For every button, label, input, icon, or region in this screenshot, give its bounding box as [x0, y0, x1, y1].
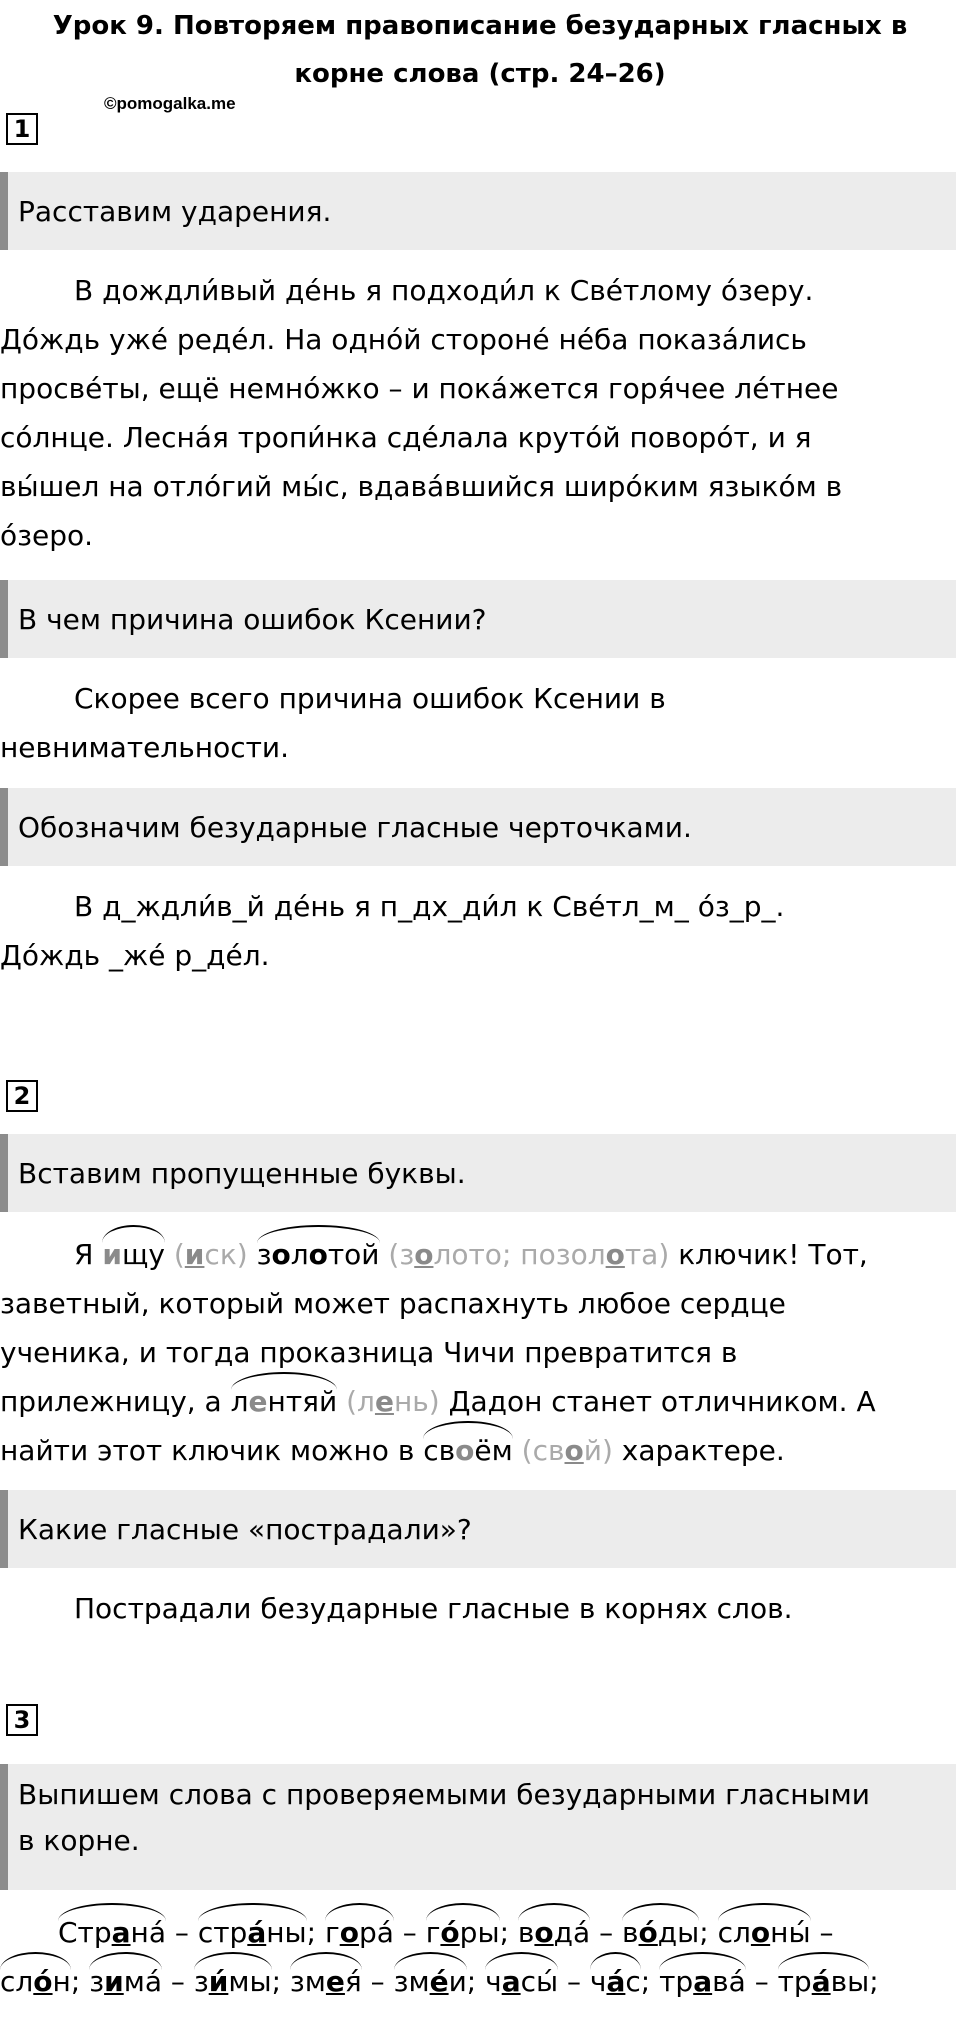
task2-answer-1 — [0, 1230, 952, 1475]
dash: – — [745, 1965, 778, 1998]
root-word — [485, 1957, 558, 2006]
vowel: а́ — [811, 1965, 831, 1998]
question-text — [18, 1772, 870, 1864]
dash: – — [162, 1965, 194, 1998]
answer-line: просве́ты, ещё немно́жко – и пока́жется горя́чее ле́тнее — [0, 372, 839, 405]
check-hint-1 — [174, 1238, 248, 1271]
root-word — [325, 1908, 394, 1957]
vowel: о — [339, 1916, 359, 1949]
task1-question-1 — [0, 172, 956, 250]
word-rest: щу — [122, 1238, 165, 1271]
root-word — [778, 1957, 870, 2006]
vowel: и — [102, 1238, 122, 1271]
vowel: о — [534, 1916, 554, 1949]
task2-answer-2 — [0, 1584, 952, 1633]
root-word-zolotoy — [257, 1238, 380, 1271]
lesson-title — [0, 2, 960, 98]
check-hint-2 — [388, 1238, 669, 1271]
vowel: е — [248, 1385, 268, 1418]
hint-text: й) — [583, 1434, 613, 1467]
answer-line: о́зеро. — [0, 519, 94, 552]
hint-text: ( — [173, 1238, 185, 1271]
letter: ч — [589, 1965, 607, 1998]
question-line: Выпишем слова с проверяемыми безударными гласными — [18, 1778, 870, 1811]
answer-line: До́ждь _же́ р_де́л. — [0, 939, 270, 972]
root-word — [58, 1908, 166, 1957]
task2-question-1 — [0, 1134, 956, 1212]
answer-line: невнимательности. — [0, 731, 289, 764]
vowel: о́ — [33, 1965, 53, 1998]
title-line-1: Урок 9. Повторяем правописание безударных гласных в — [52, 11, 908, 41]
word-rest: ра́ — [358, 1916, 394, 1949]
root-word — [718, 1908, 811, 1957]
root-word-svoyom — [423, 1426, 513, 1475]
dash: – — [393, 1916, 426, 1949]
vowel: а́ — [606, 1965, 626, 1998]
letter: з — [256, 1238, 272, 1271]
vowel: е — [325, 1965, 345, 1998]
question-text: Вставим пропущенные буквы. — [18, 1156, 466, 1190]
answer-line: Скорее всего причина ошибок Ксении в — [74, 682, 666, 715]
separator: ; — [640, 1965, 660, 1998]
letter: з — [193, 1965, 209, 1998]
root-word — [89, 1957, 162, 2006]
question-text: Какие гласные «пострадали»? — [18, 1512, 472, 1546]
word-rest: с — [625, 1965, 641, 1998]
root-word-ishchu — [102, 1230, 165, 1279]
separator: ; — [869, 1965, 879, 1998]
title-line-2: корне слова (стр. 24–26) — [294, 59, 666, 89]
root-word — [394, 1957, 467, 2006]
task1-answer-2 — [0, 674, 952, 772]
word-pairs-line-2 — [0, 1965, 879, 1998]
word-rest: ны́ — [770, 1916, 811, 1949]
root-word — [622, 1908, 699, 1957]
root-word-lentyay — [231, 1377, 338, 1426]
hint-text: ск) — [204, 1238, 248, 1271]
letter: л — [230, 1385, 249, 1418]
word-rest: н — [52, 1965, 71, 1998]
text: ученика, и тогда проказница Чичи превратится в — [0, 1336, 738, 1369]
letter: тр — [659, 1965, 694, 1998]
word-rest: мы — [228, 1965, 272, 1998]
question-text: В чем причина ошибок Ксении? — [18, 602, 487, 636]
letter: сл — [0, 1965, 34, 1998]
task1-answer-1 — [0, 266, 952, 560]
text: найти этот ключик можно в — [0, 1434, 415, 1467]
task-number-3: 3 — [6, 1704, 38, 1736]
letter: св — [423, 1434, 456, 1467]
hint-vowel: о — [564, 1434, 584, 1467]
answer-line: со́лнце. Лесна́я тропи́нка сде́лала круто́й поворо́т, и я — [0, 421, 812, 454]
letter: г — [425, 1916, 441, 1949]
separator: ; — [306, 1916, 325, 1949]
word-rest: ма́ — [123, 1965, 162, 1998]
separator: ; — [466, 1965, 486, 1998]
letter: л — [290, 1238, 309, 1271]
vowel: е́ — [429, 1965, 449, 1998]
word-pairs-line-1 — [58, 1916, 833, 1949]
letter: сл — [717, 1916, 751, 1949]
separator: ; — [271, 1965, 290, 1998]
question-text: Обозначим безударные гласные черточками. — [18, 810, 692, 844]
letter: з — [89, 1965, 105, 1998]
word-rest: нтяй — [267, 1385, 338, 1418]
hint-vowel: и — [184, 1238, 205, 1271]
letter: Стр — [58, 1916, 112, 1949]
letter: г — [324, 1916, 340, 1949]
hint-text: (л — [346, 1385, 375, 1418]
check-hint-4 — [522, 1434, 613, 1467]
text: Дадон станет отличником. А — [448, 1385, 876, 1418]
vowel: а — [501, 1965, 521, 1998]
hint-text: (св — [521, 1434, 565, 1467]
task3-answer-1 — [0, 1908, 952, 2006]
task-number-2: 2 — [6, 1080, 38, 1112]
vowel: а — [111, 1916, 131, 1949]
hint-text: нь) — [393, 1385, 440, 1418]
word-rest: ва́ — [712, 1965, 746, 1998]
check-hint-3 — [346, 1385, 440, 1418]
answer-line: вы́шел на отло́гий мы́с, вдава́вшийся широ́ким языко́м в — [0, 470, 843, 503]
vowel: а — [693, 1965, 713, 1998]
letter: в — [622, 1916, 639, 1949]
vowel: о — [455, 1434, 475, 1467]
root-word — [590, 1957, 641, 2006]
word-rest: ём — [474, 1434, 513, 1467]
hint-vowel: о — [605, 1238, 625, 1271]
text: характере. — [621, 1434, 785, 1467]
word-rest: ды — [657, 1916, 700, 1949]
letter: зм — [393, 1965, 430, 1998]
question-line: в корне. — [18, 1824, 140, 1857]
answer-line: В дождли́вый де́нь я подходи́л к Све́тлому о́зеру. — [74, 274, 814, 307]
text: заветный, который может распахнуть любое сердце — [0, 1287, 786, 1320]
root-word — [426, 1908, 500, 1957]
word-rest: той — [327, 1238, 380, 1271]
hint-vowel: о — [414, 1238, 434, 1271]
watermark: ©pomogalka.me — [104, 94, 236, 113]
answer-line: До́ждь уже́ реде́л. На одно́й стороне́ не́ба показа́лись — [0, 323, 807, 356]
dash: – — [166, 1916, 198, 1949]
word-rest: ры — [459, 1916, 500, 1949]
question-text: Расставим ударения. — [18, 194, 332, 228]
root-word — [659, 1957, 746, 2006]
task1-question-3 — [0, 788, 956, 866]
hint-text: (з — [388, 1238, 415, 1271]
dash: – — [558, 1965, 590, 1998]
separator: ; — [499, 1916, 518, 1949]
vowel: и — [104, 1965, 124, 1998]
root-word — [290, 1957, 362, 2006]
dash: – — [590, 1916, 623, 1949]
vowel: о — [271, 1238, 291, 1271]
word-rest: и — [448, 1965, 467, 1998]
separator: ; — [699, 1916, 718, 1949]
letter: тр — [777, 1965, 812, 1998]
vowel: о — [750, 1916, 771, 1949]
word-rest: вы — [830, 1965, 870, 1998]
word-rest: на́ — [130, 1916, 167, 1949]
text: прилежницу, а — [0, 1385, 222, 1418]
word-rest: ны — [266, 1916, 307, 1949]
vowel: о́ — [440, 1916, 460, 1949]
vowel: и́ — [208, 1965, 229, 1998]
text: ключик! Тот, — [678, 1238, 868, 1271]
answer-line: В д_ждли́в_й де́нь я п_дх_ди́л к Све́тл_м_ о́з_р_. — [74, 890, 785, 923]
hint-vowel: е — [374, 1385, 394, 1418]
answer-line: Пострадали безударные гласные в корнях слов. — [74, 1592, 793, 1625]
task1-question-2 — [0, 580, 956, 658]
root-word — [518, 1908, 590, 1957]
letter: в — [517, 1916, 535, 1949]
word-rest: сы́ — [520, 1965, 559, 1998]
hint-text: та) — [624, 1238, 670, 1271]
letter: стр — [197, 1916, 248, 1949]
separator: ; — [70, 1965, 90, 1998]
dash: – — [810, 1916, 834, 1949]
vowel: о — [308, 1238, 328, 1271]
root-word — [0, 1957, 71, 2006]
root-word — [194, 1957, 272, 2006]
text: Я — [74, 1238, 94, 1271]
word-rest: да́ — [553, 1916, 591, 1949]
task1-answer-3 — [0, 882, 952, 980]
root-word — [198, 1908, 307, 1957]
hint-text: лото; позол — [433, 1238, 606, 1271]
word-rest: я́ — [344, 1965, 362, 1998]
vowel: а́ — [247, 1916, 267, 1949]
task3-question-1 — [0, 1764, 956, 1890]
letter: зм — [289, 1965, 326, 1998]
vowel: о́ — [638, 1916, 658, 1949]
task-number-1: 1 — [6, 113, 38, 145]
dash: – — [361, 1965, 394, 1998]
letter: ч — [485, 1965, 502, 1998]
task2-question-2 — [0, 1490, 956, 1568]
